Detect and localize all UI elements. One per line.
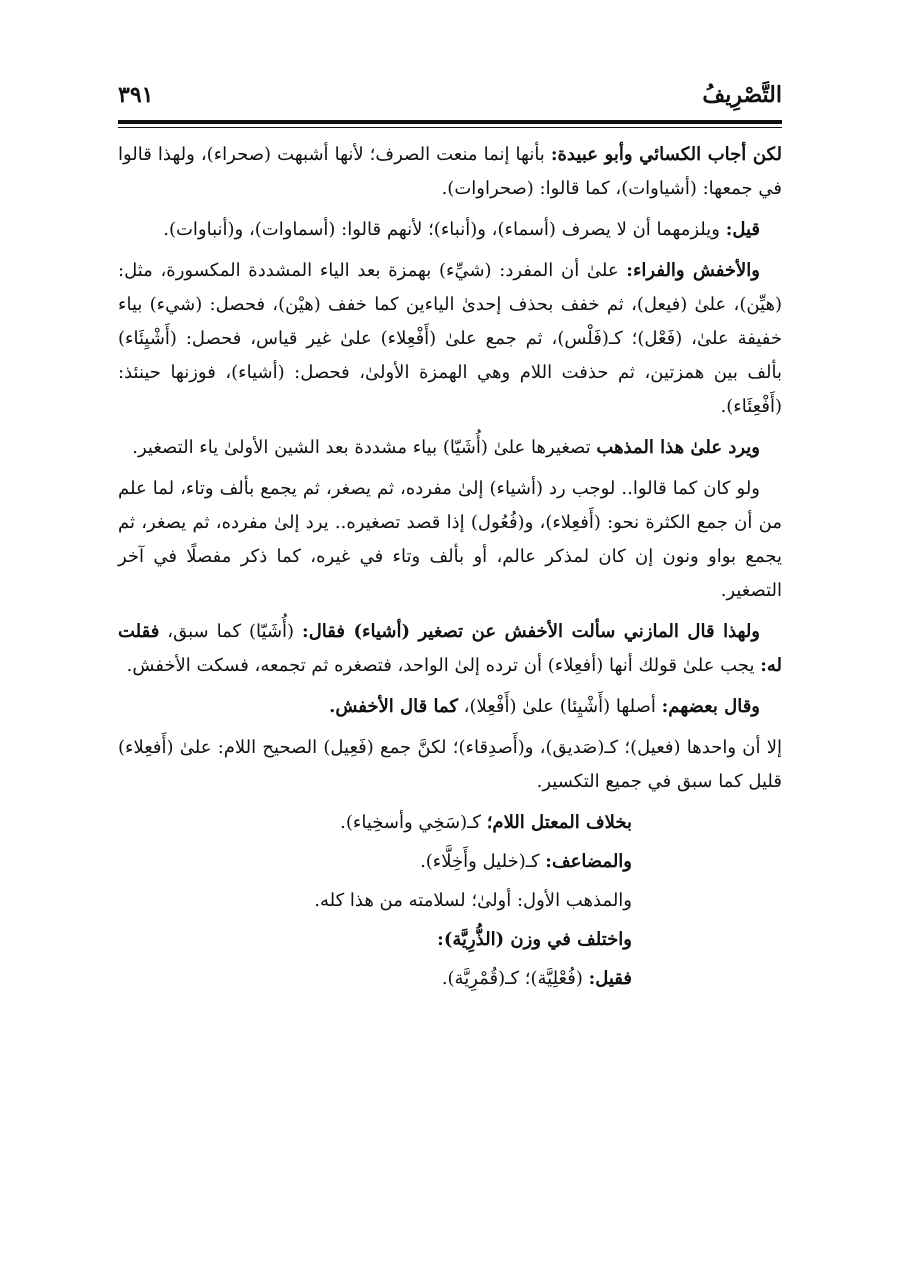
paragraph-text-2: يجب علىٰ قولك أنها (أفعِلاء) أن ترده إلىٰ الواحد، فتصغره ثم تجمعه، فسكت الأخفش. <box>126 655 761 676</box>
sub-line-text: (فُعْلِيَّة)؛ كـ(قُمْرِيَّة). <box>441 968 589 989</box>
sub-line-5 <box>118 962 782 996</box>
sub-line-lead: فقيل: <box>588 968 632 989</box>
running-title: التَّصْرِيفُ <box>702 82 782 108</box>
sub-line-text: والمذهب الأول: أولىٰ؛ لسلامته من هذا كله. <box>314 890 632 911</box>
sub-line-text: كـ(خليل وأَخِلَّاء). <box>420 851 546 872</box>
sub-line-text: كـ(سَخِي وأسخِياء). <box>340 812 487 833</box>
header-rule-thin <box>118 127 782 128</box>
sub-line-1 <box>118 806 782 840</box>
paragraph-lead: ويرد علىٰ هذا المذهب <box>596 437 760 458</box>
paragraph-lead: قيل: <box>725 219 760 240</box>
sub-line-lead: بخلاف المعتل اللام؛ <box>486 812 632 833</box>
paragraph-lead: وقال بعضهم: <box>661 696 760 717</box>
paragraph-lead-2: كما قال الأخفش. <box>329 696 458 717</box>
sub-line-lead: واختلف في وزن (الذُّرِيَّة): <box>437 929 632 950</box>
sub-line-2 <box>118 845 782 879</box>
paragraph-lead-2: فقلت له: <box>118 621 782 676</box>
paragraph-1 <box>118 138 782 206</box>
header-rule-thick <box>118 120 782 124</box>
paragraph-text: ولو كان كما قالوا.. لوجب رد (أشياء) إلىٰ مفرده، ثم يصغر، ثم يجمع بألف وتاء، لما علم من أن جمع الكثرة نحو: (أَفعِلاء)، و(فُعُول) إذا قصد تصغيره.. يرد إلىٰ مفرده، ثم يصغر، ثم يجمع بواو ونون إن كان لمذكر عالم، أو بألف وتاء في غيره، كما ذكر مفصلًا في آخر التصغير. <box>118 478 782 601</box>
paragraph-text: ويلزمهما أن لا يصرف (أسماء)، و(أنباء)؛ لأنهم قالوا: (أسماوات)، و(أنباوات). <box>163 219 726 240</box>
paragraph-text: بأنها إنما منعت الصرف؛ لأنها أشبهت (صحراء)، ولهذا قالوا في جمعها: (أشياوات)، كما قالوا: (صحراوات). <box>118 144 782 199</box>
paragraph-2 <box>118 213 782 247</box>
sub-line-4 <box>118 923 782 957</box>
paragraph-3 <box>118 254 782 424</box>
paragraph-lead: والأخفش والفراء: <box>626 260 761 281</box>
paragraph-4 <box>118 431 782 465</box>
page-body <box>118 138 782 1001</box>
paragraph-text: أصلها (أَشْيِئا) علىٰ (أَفْعِلا)، <box>457 696 662 717</box>
paragraph-7 <box>118 690 782 724</box>
page-number: ٣٩١ <box>118 82 154 108</box>
paragraph-5 <box>118 472 782 608</box>
paragraph-text: إلا أن واحدها (فعيل)؛ كـ(صَديق)، و(أَصدِقاء)؛ لكنَّ جمع (فَعِيل) الصحيح اللام: علىٰ (أَفعِلاء) قليل كما سبق في جميع التكسير. <box>118 737 782 792</box>
sub-line-lead: والمضاعف: <box>545 851 632 872</box>
paragraph-6 <box>118 615 782 683</box>
paragraph-lead: ولهذا قال المازني سألت الأخفش عن تصغير (أشياء) فقال: <box>302 621 760 642</box>
sub-line-3 <box>118 884 782 918</box>
paragraph-lead: لكن أجاب الكسائي وأبو عبيدة: <box>550 144 782 165</box>
paragraph-text: (أُشَيّا) كما سبق، <box>159 621 303 642</box>
paragraph-text: تصغيرها علىٰ (أُشَيّا) بياء مشددة بعد الشين الأولىٰ ياء التصغير. <box>132 437 597 458</box>
paragraph-8 <box>118 731 782 799</box>
page-header <box>118 80 782 114</box>
paragraph-text: علىٰ أن المفرد: (شيِّء) بهمزة بعد الياء المشددة المكسورة، مثل: (هيِّن)، علىٰ (فيعل)، ثم خفف بحذف إحدىٰ الياءين كما خفف (هيْن)، فحصل: (شيء) بياء خفيفة علىٰ، (فَعْل)؛ كـ(فَلْس)، ثم جمع علىٰ (أَفْعِلاء) علىٰ غير قياس، فحصل: (أَشْيِئَاء) بألف بين همزتين، ثم حذفت اللام وهي الهمزة الأولىٰ، فحصل: (أشياء)، فوزنها حينئذ: (أَفْعِئَاء). <box>118 260 782 417</box>
